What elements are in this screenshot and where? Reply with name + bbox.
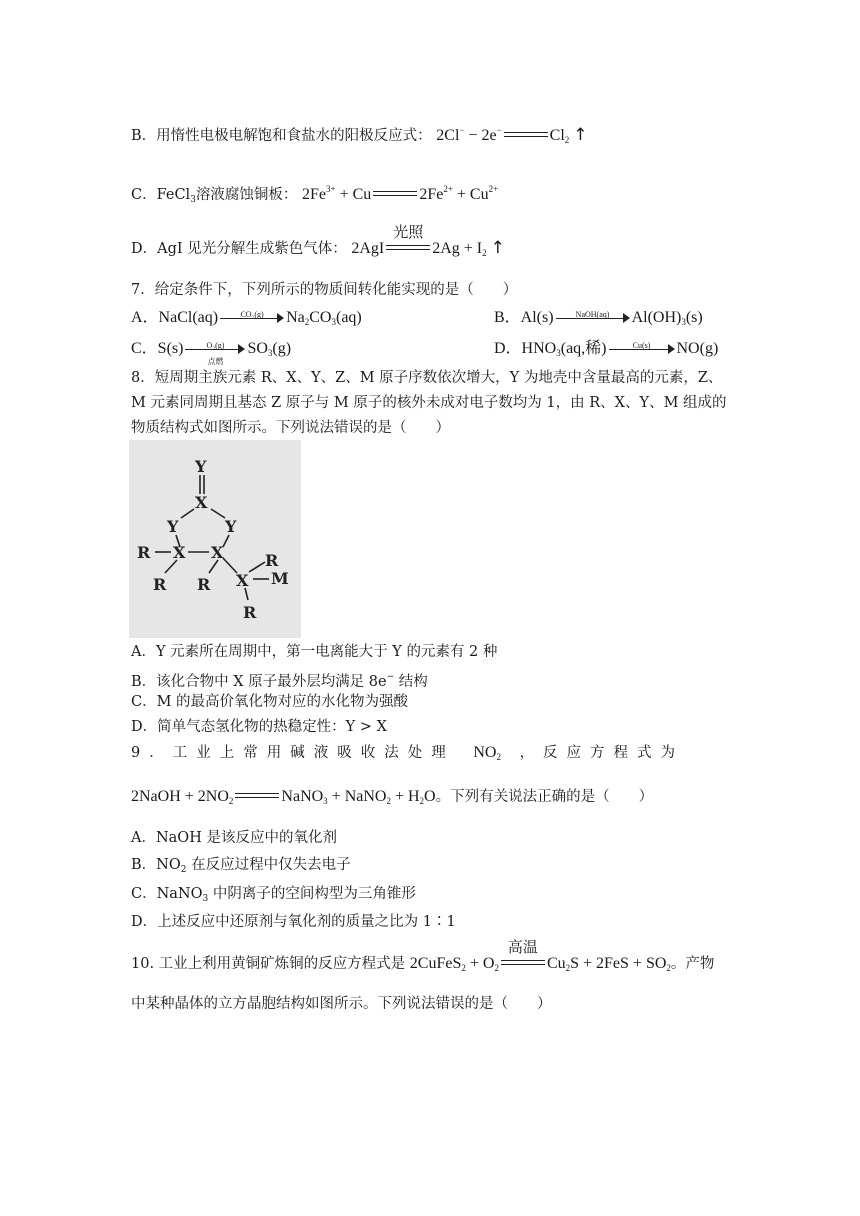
q9-option-d: D．上述反应中还原剂与氧化剂的质量之比为 1∶1 [131,914,456,930]
equation: $2Fe^{3+} + Cu$ $2Fe^{2+} + Cu^{2+}$ [302,184,499,203]
q9-option-a: A．NaOH 是该反应中的氧化剂 [131,830,337,846]
option-text: B．用惰性电极电解饱和食盐水的阳极反应式： [131,128,432,144]
q7-option-c: C．S(s) O₂(g) 点燃 $SO_3(g)$ [131,340,292,367]
question-8-stem-1: 8．短周期主族元素 R、X、Y、Z、M 原子序数依次增大，Y 为地壳中含量最高的元素，Z、 [131,370,723,386]
q7-option-a: A．NaCl(aq) CO₂(g) $Na_2CO_3(aq)$ [131,309,362,327]
equals-sign [501,940,545,968]
question-10-stem-1: 10. 工业上利用黄铜矿炼铜的反应方程式是 2CuFeS$_2$ + $O_2$ 高温 $Cu_2S + 2FeS + SO_2$。产物 [131,940,715,973]
atom-label: R [137,543,151,562]
equals-sign [386,225,430,253]
question-8-stem-2: M 元素同周期且基态 Z 原子与 M 原子的核外未成对电子数均为 1，由 R、X、Y、M 组成的 [131,395,727,411]
q9-option-c: C．NaNO$_3$ 中阴离子的空间构型为三角锥形 [131,886,416,904]
equals-sign [504,132,548,140]
reaction-arrow: NaOH(aq) [556,311,630,325]
reaction-arrow: Cu(s) [609,342,675,356]
q8-option-c: C．M 的最高价氧化物对应的水化物为强酸 [131,694,409,710]
q9-option-b: B．$NO_2$ 在反应过程中仅失去电子 [131,857,351,875]
question-9-stem-2: 2NaOH + $2NO_2$ NaNO$_3$ + NaNO$_2$ + $H_2O$。下列有关说法正确的是（ ） [131,788,654,806]
atom-label: R [197,575,211,594]
atom-label: Y [195,457,207,476]
q8-option-a: A．Y 元素所在周期中，第一电离能大于 Y 的元素有 2 种 [131,644,498,660]
q8-option-b: B．该化合物中 X 原子最外层均满足 8e− 结构 [131,672,428,690]
reaction-arrow: O₂(g) 点燃 [185,342,245,356]
question-8-stem-3: 物质结构式如图所示。下列说法错误的是（ ） [131,420,450,436]
gas-arrow-icon: ↑ [490,238,505,258]
atom-label: R [153,575,167,594]
option-d-line [131,225,505,263]
equation: 2AgI 光照 $2Ag + I_2$ ↑ [351,225,505,258]
atom-label: Y [225,517,237,536]
atom-label: X [195,493,208,512]
option-c-line [131,179,498,210]
atom-label: R [265,551,279,570]
question-9-stem-1: 9．工业上常用碱液吸收法处理 $NO_2$ ，反应方程式为 [131,744,685,762]
reaction-arrow: CO₂(g) [220,311,284,325]
reaction-condition: 光照 [393,225,424,242]
question-10-stem-2: 中某种晶体的立方晶胞结构如图所示。下列说法错误的是（ ） [131,996,552,1012]
structure-figure [129,440,301,638]
equation: 2Cl− − 2e− $Cl_2$ ↑ [436,125,588,145]
reaction-condition: 高温 [507,940,538,957]
atom-label: Y [167,517,179,536]
atom-label: X [211,543,224,562]
equals-sign [373,191,417,199]
option-text: C．FeCl$_3$溶液腐蚀铜板： [131,187,298,205]
atom-label: X [173,543,186,562]
q7-option-d: D．$HNO_3(aq$,稀) Cu(s) NO(g) [494,340,719,358]
equals-sign [235,793,279,801]
q8-option-d: D．简单气态氢化物的热稳定性：Y > X [131,719,387,735]
atom-label: M [271,569,289,588]
q7-option-b: B．Al(s) NaOH(aq) $Al(OH)_3(s)$ [494,309,703,327]
atom-label: R [243,603,257,622]
option-text: D．AgI 见光分解生成紫色气体： [131,241,347,257]
option-b-line [131,120,588,150]
question-7-stem: 7．给定条件下，下列所示的物质间转化能实现的是（ ） [131,282,518,298]
gas-arrow-icon: ↑ [573,125,588,145]
atom-label: X [236,571,249,590]
